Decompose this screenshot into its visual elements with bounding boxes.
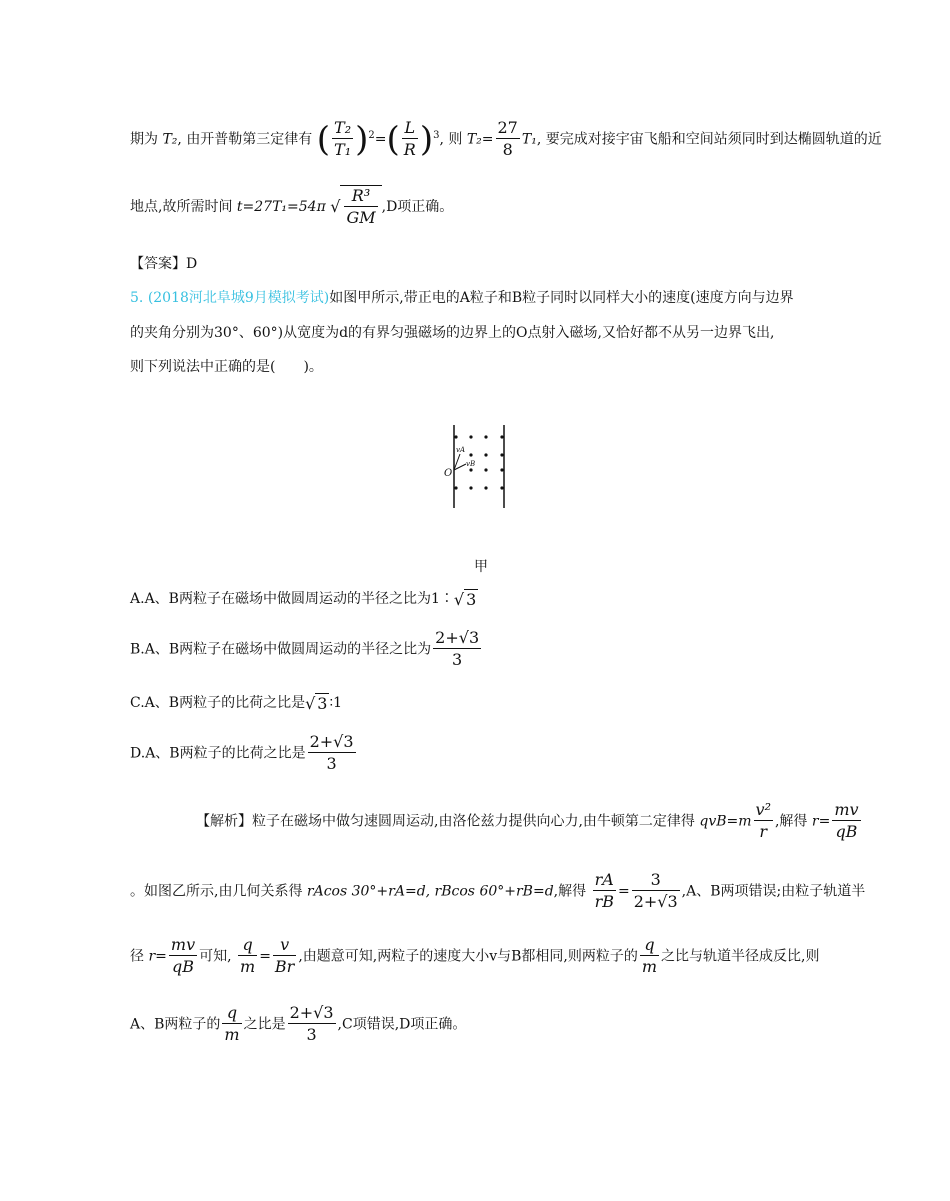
fraction-r3-gm: $\frac{\text{R³}}{GM}$ bbox=[346, 186, 376, 227]
t2-symbol: T₂ bbox=[466, 131, 482, 148]
time-expr: t=27T₁=54π bbox=[236, 199, 326, 215]
option-d: D.A、B两粒子的比荷之比是 $\frac{2+√3}{3}$ bbox=[130, 732, 354, 773]
text: 由开普勒第三定律有 bbox=[186, 131, 313, 148]
question-source: (2018河北阜城9月模拟考试) bbox=[147, 290, 330, 306]
option-b: B.A、B两粒子在磁场中做圆周运动的半径之比为 $\frac{2+√3}{3}$ bbox=[130, 628, 480, 669]
fraction: $\frac{q}{m}$ bbox=[240, 935, 256, 976]
fraction: $\frac{mv}{qB}$ bbox=[834, 800, 859, 841]
fraction-27-8: $\frac{27}{8}$ bbox=[497, 118, 518, 159]
analysis-line-3: 径 r= $\frac{mv}{qB}$ 可知, $\frac{q}{m}$ = $\frac{v}{Br}$ ,由题意可知,两粒子的速度大小v与B都相同,则两粒子的 $\frac{q}{m}$ 之比与轨道半径成反比,则 bbox=[130, 935, 820, 976]
prev-line-1: 期为 T₂, 由开普勒第三定律有 ( $\frac{\text{T₂}}{\text{T₁}}$ )$^2$=( $\frac{L}{R}$ )$^3$, 则 T₂= $\frac{27}{8}$ T₁, 要完成对接宇宙飞船和空间站须同时到达椭圆轨道的近 bbox=[130, 118, 882, 160]
sqrt: √ $\frac{\text{R³}}{GM}$ bbox=[330, 185, 381, 229]
analysis-line-1: 【解析】粒子在磁场中做匀速圆周运动,由洛伦兹力提供向心力,由牛顿第二定律得 qvB=m $\frac{\text{v²}}{r}$ ,解得 r= $\frac{mv}{qB}$ bbox=[196, 800, 859, 841]
fraction: $\frac{q}{m}$ bbox=[641, 935, 658, 976]
figure-vb-label: vB bbox=[466, 460, 476, 468]
answer-line: 【答案】D bbox=[130, 256, 198, 272]
analysis-line-4: A、B两粒子的 $\frac{q}{m}$ 之比是 $\frac{2+√3}{3}$ ,C项错误,D项正确。 bbox=[130, 1003, 467, 1044]
question-text: 如图甲所示,带正电的A粒子和B粒子同时以同样大小的速度(速度方向与边界 bbox=[329, 290, 794, 306]
text: 地点,故所需时间 bbox=[130, 199, 233, 215]
fraction: $\frac{rA}{rB}$ bbox=[594, 870, 614, 911]
question-number: 5. bbox=[130, 290, 144, 306]
question-line-3: 则下列说法中正确的是( )。 bbox=[130, 359, 323, 375]
paren: ) bbox=[355, 119, 369, 160]
fraction: $\frac{q}{m}$ bbox=[224, 1003, 240, 1044]
option-c: C.A、B两粒子的比荷之比是√ 3 ∶1 bbox=[130, 694, 343, 713]
magnetic-field-figure bbox=[440, 420, 520, 515]
question-line-2: 的夹角分别为30°、60°)从宽度为d的有界匀强磁场的边界上的O点射入磁场,又恰好都不从另一边界飞出, bbox=[130, 325, 775, 341]
fraction: $\frac{2+√3}{3}$ bbox=[289, 1003, 334, 1044]
figure-o-label: O bbox=[444, 468, 453, 479]
paren: ( bbox=[386, 119, 400, 160]
fraction: $\frac{2+√3}{3}$ bbox=[309, 732, 354, 773]
text: 要完成对接宇宙飞船和空间站须同时到达椭圆轨道的近 bbox=[545, 131, 882, 148]
text: 期为 bbox=[130, 131, 158, 148]
prev-line-2: 地点,故所需时间 t=27T₁=54π √ $\frac{\text{R³}}{GM}$ ,D项正确。 bbox=[130, 186, 454, 227]
fraction: $\frac{3}{2+√3}$ bbox=[633, 870, 678, 911]
t1-symbol: T₁ bbox=[521, 131, 537, 148]
option-a: A.A、B两粒子在磁场中做圆周运动的半径之比为1∶√ 3 bbox=[130, 590, 477, 609]
paren: ) bbox=[419, 119, 434, 160]
fraction-l-r: $\frac{L}{R}$ bbox=[403, 118, 416, 159]
sqrt: √ 3 bbox=[305, 694, 328, 713]
paren: ( bbox=[316, 119, 331, 160]
figure-caption: 甲 bbox=[474, 559, 488, 575]
text: 则 bbox=[448, 131, 463, 148]
fraction: $\frac{mv}{qB}$ bbox=[170, 935, 196, 976]
figure-va-label: vA bbox=[456, 446, 466, 454]
sqrt: √ 3 bbox=[453, 590, 477, 609]
fraction: $\frac{\text{v²}}{r}$ bbox=[755, 800, 771, 841]
text: D项正确。 bbox=[386, 199, 454, 215]
fraction: $\frac{2+√3}{3}$ bbox=[435, 628, 480, 669]
fraction: $\frac{v}{Br}$ bbox=[274, 935, 295, 976]
question-line-1 bbox=[130, 287, 794, 307]
analysis-line-2: 。如图乙所示,由几何关系得 rAcos 30°+rA=d, rBcos 60°+rB=d,解得 $\frac{rA}{rB}$ = $\frac{3}{2+√3}$ ,A、B两项错误;由粒子轨道半 bbox=[130, 870, 866, 911]
fraction-t2-t1: $\frac{\text{T₂}}{\text{T₁}}$ bbox=[334, 118, 352, 159]
t2-symbol: T₂ bbox=[162, 131, 178, 148]
